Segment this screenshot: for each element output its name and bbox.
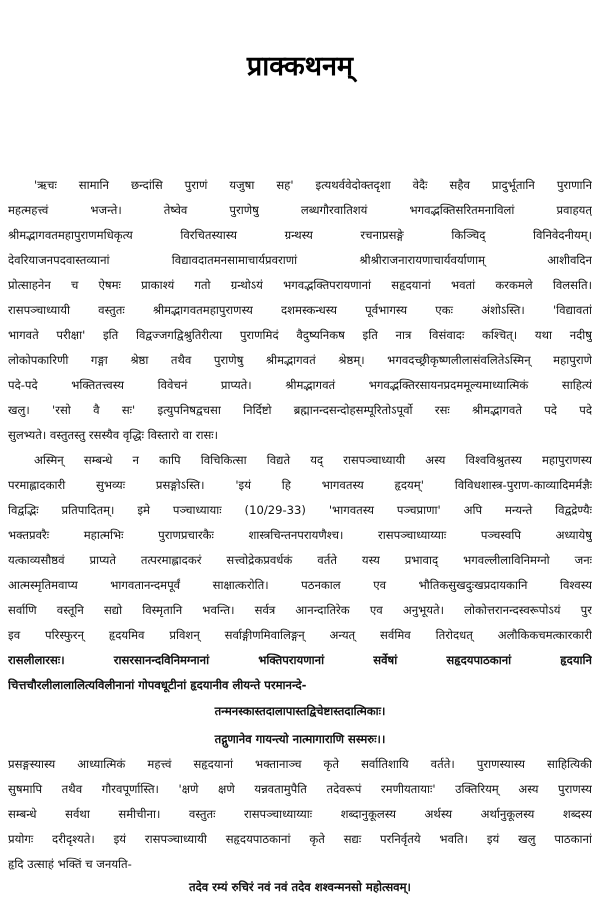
- paragraph-line: 'ऋचः सामानि छन्दांसि पुराणं यजुषा सह' इत्यथर्ववेदोक्तदृशा वेदैः सहैव प्रादुर्भूतानि पुराणानि: [34, 178, 592, 192]
- paragraph-line: भागवते परीक्षा' इति विद्वज्जगद्विश्रुतिरीत्या पुराणमिदं वैदुष्यनिकष इति नात्र विसंवादः कश्चित्। यथा नदीषु: [8, 328, 592, 342]
- paragraph-line: प्रसङ्गस्यास्य आध्यात्मिकं महत्त्वं सहृदयानां भक्तानाञ्च कृते सर्वातिशायि वर्तते। पुराणस्यास्य साहित्यिकी: [8, 757, 592, 771]
- paragraph-line: हृदि उत्साहं भक्तिं च जनयति-: [8, 857, 132, 871]
- verse-line: तन्मनस्कास्तदालापास्तद्विचेष्टास्तदात्मिकाः।: [214, 704, 386, 718]
- paragraph-line: श्रीमद्भागवतमहापुराणमधिकृत्य विरचितस्यास्य ग्रन्थस्य रचनाप्रसङ्गे किञ्चिद् विनिवेदनीयम्।: [8, 228, 592, 242]
- paragraph-line: सुषमापि तथैव गौरवपूर्णास्ति। 'क्षणे क्षणे यन्नवतामुपैति तदेवरूपं रमणीयतायाः' उक्तिरियम् अस्य पुराणस्य: [8, 782, 592, 796]
- paragraph-line: सर्वाणि वस्तूनि सद्यो विस्मृतानि भवन्ति। सर्वत्र आनन्दातिरेक एव अनुभूयते। लोकोत्तरानन्दस्वरूपोऽयं पुर: [8, 603, 592, 617]
- paragraph-line: अस्मिन् सम्बन्धे न कापि विचिकित्सा विद्यते यद् रासपञ्चाध्यायी अस्य विश्वविश्रुतस्य महापुराणस्य: [34, 453, 592, 467]
- verse-line: तद्गुणानेव गायन्त्यो नात्मागाराणि सस्मरुः।।: [214, 732, 386, 746]
- paragraph-line: सम्बन्धे सर्वथा समीचीना। वस्तुतः रासपञ्चाध्याय्याः शब्दानुकूलस्य अर्थस्य अर्थानुकूलस्य शब्दस्य: [8, 807, 592, 821]
- paragraph-line: चित्तचौरलीलालालित्यविलीनानां गोपवधूटीनां हृदयानीव लीयन्ते परमानन्दे-: [8, 678, 307, 692]
- paragraph-line: आत्मस्मृतिमवाप्य भागवतानन्दमपूर्वं साक्षात्करोति। पठनकाल एव भौतिकसुखदुःखप्रदायकानि विश्वस्य: [8, 578, 592, 592]
- paragraph-line: यत्काव्यसौष्ठवं प्राप्यते तत्परमाह्लादकरं सत्त्वोद्रेकप्रवर्धकं वर्तते यस्य प्रभावाद् भगवल्लीलाविनिमग्नो जनः: [8, 553, 592, 567]
- paragraph-line: परमाह्लादकारी सुभव्यः प्रसङ्गोऽस्ति। 'इयं हि भागवतस्य हृदयम्' विविधशास्त्र-पुराण-काव्यादिमर्मज्ञैः: [8, 478, 592, 492]
- paragraph-line: रासपञ्चाध्यायी वस्तुतः श्रीमद्भागवतमहापुराणस्य दशमस्कन्धस्य पूर्वभागस्य एकः अंशोऽस्ति। 'विद्यावतां: [8, 303, 592, 317]
- paragraph-line: पदे-पदे भक्तितत्त्वस्य विवेचनं प्राप्यते। श्रीमद्भागवतं भगवद्भक्तिरसायनप्रदममूल्यमाध्यात्मिकं साहित्यं: [8, 378, 592, 392]
- paragraph-line: भक्तप्रवरैः महात्मभिः पुराणप्रचारकैः शास्त्रचिन्तनपरायणैश्च। रासपञ्चाध्याय्याः पञ्चस्वपि अध्यायेषु: [8, 528, 592, 542]
- paragraph-line: सुलभ्यते। वस्तुतस्तु रसस्यैव वृद्धिः विस्तारो वा रासः।: [8, 428, 219, 442]
- paragraph-line: प्रोत्साहनेन च ऐषमः प्राकाश्यं गतो ग्रन्थोऽयं भगवद्भक्तिपरायणानां सहृदयानां भवतां करकमले विलसति।: [8, 278, 592, 292]
- paragraph-line: खलु। 'रसो वै सः' इत्युपनिषद्वचसा निर्दिष्टो ब्रह्मानन्दसन्दोहसम्पूरितोऽपूर्वो रसः श्रीमद्भागवते पदे पदे: [8, 403, 592, 417]
- page-title: प्राक्कथनम्: [246, 51, 354, 82]
- paragraph-line: लोकोपकारिणी गङ्गा श्रेष्ठा तथैव पुराणेषु श्रीमद्भागवतं श्रेष्ठम्। भगवदच्छ्रीकृष्णलीलासंवलितेऽस्मिन् महापुराणे: [8, 353, 592, 367]
- paragraph-line: देवरियाजनपदवास्तव्यानां विद्यावदातमनसामाचार्यप्रवराणां श्रीश्रीराजनारायणाचार्यवर्याणाम् आशीवदिन: [8, 253, 592, 267]
- paragraph-line: प्रयोगः दरीदृश्यते। इयं रासपञ्चाध्यायी सहृदयपाठकानां कृते सद्यः परनिर्वृतये भवति। इयं खलु पाठकानां: [8, 832, 592, 846]
- paragraph-line: महत्महत्त्वं भजन्ते। तेष्वेव पुराणेषु लब्धगौरवातिशयं भगवद्भक्तिसरितमनाविलां प्रवाहयत्: [8, 203, 592, 217]
- paragraph-line: रासलीलारसः। रासरसानन्दविनिमग्नानां भक्तिपरायणानां सर्वेषां सहृदयपाठकानां हृदयानि: [8, 653, 592, 667]
- verse-line: तदेव रम्यं रुचिरं नवं नवं तदेव शश्वन्मनसो महोत्सवम्।: [189, 880, 411, 894]
- paragraph-line: इव परिस्फुरन् हृदयमिव प्रविशन् सर्वाङ्गीणमिवालिङ्गन् अन्यत् सर्वमिव तिरोदधत् अलौकिकचमत्कारकारी: [8, 628, 592, 642]
- paragraph-line: विद्वद्भिः प्रतिपादितम्। इमे पञ्चाध्यायाः (10/29-33) 'भागवतस्य पञ्चप्राणा' अपि मन्यन्ते विद्वद्रेण्यैः: [8, 503, 592, 517]
